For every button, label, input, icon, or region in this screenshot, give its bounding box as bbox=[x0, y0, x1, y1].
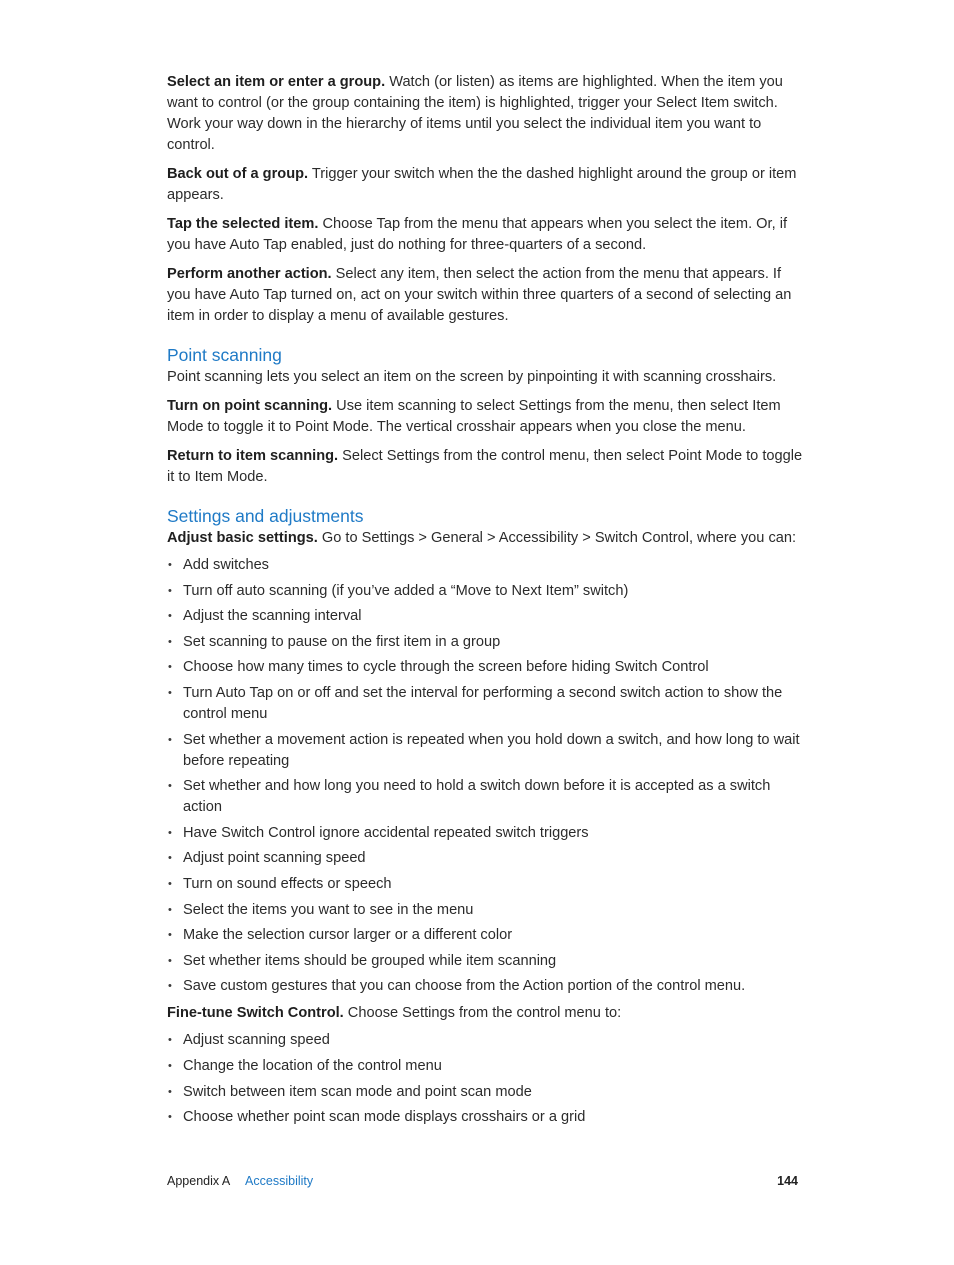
page-footer bbox=[167, 1172, 798, 1190]
paragraph-fine-tune bbox=[167, 1003, 803, 1024]
paragraph-text: Choose Settings from the control menu to: bbox=[343, 1005, 622, 1022]
list-item: • Change the location of the control menu bbox=[167, 1056, 803, 1077]
paragraph-lead: Back out of a group. bbox=[167, 166, 309, 182]
list-item: • Add switches bbox=[167, 555, 803, 576]
paragraph-tap-selected bbox=[167, 214, 803, 256]
list-item: • Adjust the scanning interval bbox=[167, 606, 803, 627]
paragraph-lead: Return to item scanning. bbox=[167, 448, 339, 464]
paragraph-lead: Perform another action. bbox=[167, 266, 332, 282]
paragraph-text: Choose Tap from the menu that appears when you select the item. Or, if you have Auto Tap enabled, just do nothing for three-quarters of a second. bbox=[167, 216, 787, 253]
paragraph-text: Select any item, then select the action from the menu that appears. If you have Auto Tap turned on, act on your switch within three quarters of a second of selecting an item in order to display a menu of available gestures. bbox=[167, 266, 792, 324]
list-item: • Switch between item scan mode and point scan mode bbox=[167, 1082, 803, 1103]
paragraph-lead: Select an item or enter a group. bbox=[167, 74, 386, 90]
list-item: • Choose how many times to cycle through the screen before hiding Switch Control bbox=[167, 657, 803, 678]
paragraph-text: Watch (or listen) as items are highlighted. When the item you want to control (or the group containing the item) is highlighted, trigger your Select Item switch. Work your way down in the hierarchy of items until you select the individual item you want to control. bbox=[167, 74, 783, 153]
list-item: • Have Switch Control ignore accidental repeated switch triggers bbox=[167, 823, 803, 844]
list-item: • Turn on sound effects or speech bbox=[167, 874, 803, 895]
list-item: • Set whether items should be grouped while item scanning bbox=[167, 951, 803, 972]
basic-settings-list bbox=[167, 555, 803, 997]
paragraph-text: Trigger your switch when the the dashed highlight around the group or item appears. bbox=[167, 166, 797, 203]
list-item: • Adjust point scanning speed bbox=[167, 848, 803, 869]
paragraph-select-item bbox=[167, 72, 803, 156]
heading-settings: Settings and adjustments bbox=[167, 506, 364, 526]
footer-appendix-label: Appendix A bbox=[167, 1174, 230, 1188]
paragraph-point-scanning-intro: Point scanning lets you select an item on the screen by pinpointing it with scanning crosshairs. bbox=[167, 369, 777, 385]
paragraph-lead: Adjust basic settings. bbox=[167, 530, 318, 546]
paragraph-text: Go to Settings > General > Accessibility > Switch Control, where you can: bbox=[317, 530, 797, 546]
list-item: • Adjust scanning speed bbox=[167, 1030, 803, 1051]
paragraph-perform-action bbox=[167, 264, 803, 327]
list-item: • Make the selection cursor larger or a different color bbox=[167, 925, 803, 946]
footer-section-link[interactable]: Accessibility bbox=[245, 1174, 314, 1188]
list-item: • Choose whether point scan mode displays crosshairs or a grid bbox=[167, 1107, 803, 1128]
paragraph-return-item bbox=[167, 446, 803, 488]
list-item: • Turn off auto scanning (if you’ve added a “Move to Next Item” switch) bbox=[167, 581, 803, 602]
heading-point-scanning: Point scanning bbox=[167, 345, 282, 365]
page-number: 144 bbox=[777, 1174, 798, 1188]
page-content bbox=[167, 72, 803, 1134]
paragraph-lead: Tap the selected item. bbox=[167, 216, 319, 232]
list-item: • Select the items you want to see in the menu bbox=[167, 900, 803, 921]
list-item: • Turn Auto Tap on or off and set the interval for performing a second switch action to show the control menu bbox=[167, 683, 803, 725]
list-item: • Set whether a movement action is repeated when you hold down a switch, and how long to wait before repeating bbox=[167, 730, 803, 772]
list-item: • Set whether and how long you need to hold a switch down before it is accepted as a switch action bbox=[167, 776, 803, 818]
paragraph-turn-on-point bbox=[167, 396, 803, 438]
paragraph-adjust-basic bbox=[167, 528, 803, 549]
list-item: • Save custom gestures that you can choose from the Action portion of the control menu. bbox=[167, 976, 803, 997]
paragraph-lead: Turn on point scanning. bbox=[167, 398, 333, 414]
fine-tune-list bbox=[167, 1030, 803, 1128]
paragraph-back-out bbox=[167, 164, 803, 206]
paragraph-text: Select Settings from the control menu, then select Point Mode to toggle it to Item Mode. bbox=[167, 448, 803, 485]
paragraph-lead: Fine-tune Switch Control. bbox=[167, 1005, 344, 1022]
list-item: • Set scanning to pause on the first item in a group bbox=[167, 632, 803, 653]
paragraph-text: Use item scanning to select Settings from the menu, then select Item Mode to toggle it to Point Mode. The vertical crosshair appears when you close the menu. bbox=[167, 398, 781, 435]
